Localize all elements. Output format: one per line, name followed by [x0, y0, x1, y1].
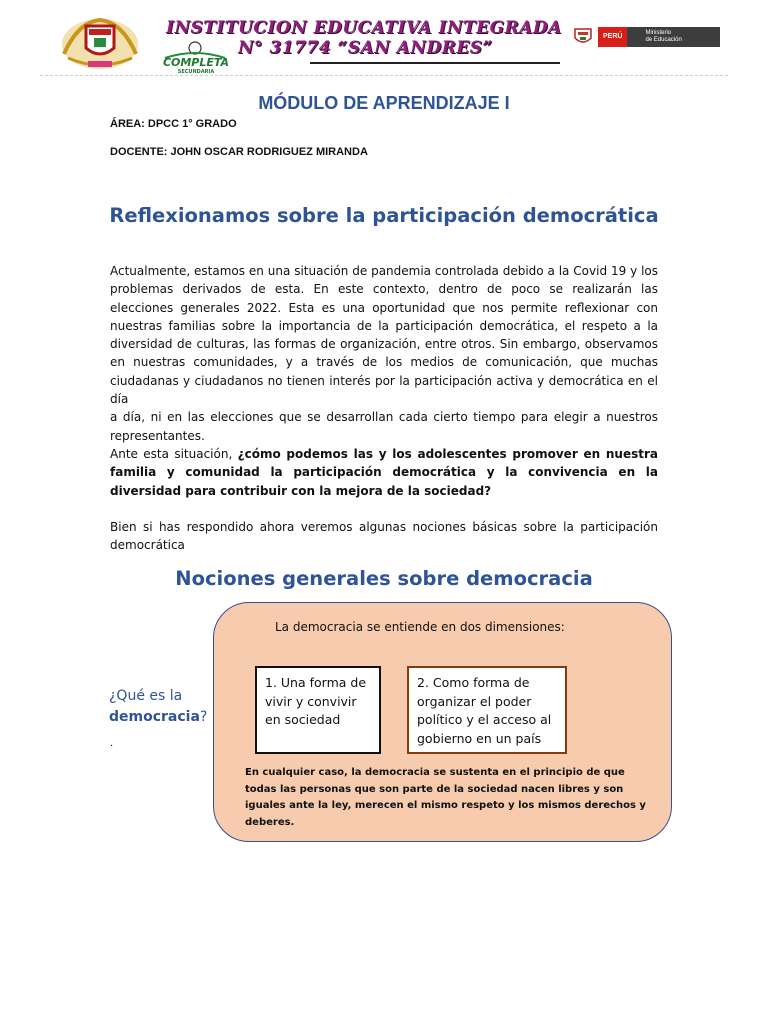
badge-subtext: SECUNDARIA [177, 69, 215, 75]
question-intro: Ante esta situación, [110, 446, 238, 461]
ministry-country-badge: PERÚ [598, 27, 627, 47]
section-heading-participation: Reflexionamos sobre la participación democrática [109, 204, 659, 227]
ministry-name-line1: Ministerio [645, 30, 672, 36]
question-line2 [109, 707, 207, 728]
question-mark: ? [199, 709, 208, 725]
header-divider [40, 75, 728, 76]
dimension-box-2: 2. Como forma de organizar el poder político y el acceso al gobierno en un país [407, 666, 567, 754]
module-area: ÁREA: DPCC 1° GRADO [110, 118, 237, 130]
module-teacher: DOCENTE: JOHN OSCAR RODRIGUEZ MIRANDA [110, 146, 368, 158]
ministry-logo [598, 27, 720, 47]
section-heading-democracy: Nociones generales sobre democracia [175, 567, 593, 590]
democracy-diagram [213, 602, 672, 842]
paragraph-representatives: a día, ni en las elecciones que se desarrollan cada cierto tiempo para elegir a nuestros representantes. [110, 410, 658, 443]
paragraph-context: Actualmente, estamos en una situación de pandemia controlada debido a la Covid 19 y los problemas derivados de esta. En este contexto, dentro de poco se realizarán las elecciones generales 2022. Esta es una oportunidad que nos permite reflexionar con nuestras familias sobre la importancia de la participación democrática, el respeto a la diversidad de culturas, las formas de organización, entre otros. Sin embargo, observamos en nuestras comunidades, y a través de los medios de comunicación, que muchas ciudadanas y ciudadanos no tienen interés por la participación activa y democrática en el día [110, 264, 658, 407]
question-line1: ¿Qué es la [109, 688, 183, 704]
dimension-box-1: 1. Una forma de vivir y convivir en sociedad [255, 666, 381, 754]
institution-name: INSTITUCION EDUCATIVA INTEGRADA [166, 18, 562, 38]
header [0, 0, 768, 80]
banner-underline [310, 62, 560, 64]
paragraph-transition: Bien si has respondido ahora veremos algunas nociones básicas sobre la participación democrática [110, 519, 658, 553]
question-keyword: democracia [109, 709, 200, 725]
section-body [110, 262, 658, 554]
stray-dot: . [110, 738, 114, 749]
school-crest-logo [58, 14, 142, 72]
diagram-intro: La democracia se entiende en dos dimensiones: [275, 620, 565, 634]
paragraph-question [110, 445, 658, 500]
diagram-conclusion: En cualquier caso, la democracia se sustenta en el principio de que todas las personas que son parte de la sociedad nacen libres y son iguales ante la ley, merecen el mismo respeto y los mismos derechos y deberes. [245, 767, 646, 828]
module-title: MÓDULO DE APRENDIZAJE I [258, 93, 510, 113]
paragraph-spacer [110, 500, 658, 518]
guiding-question: ¿cómo podemos las y los adolescentes promover en nuestra familia y comunidad la participación democrática y la convivencia en la diversidad para contribuir con la mejora de la sociedad? [110, 446, 658, 498]
badge-text: COMPLETA [162, 56, 230, 69]
democracy-question [109, 686, 207, 728]
peru-shield-icon [572, 26, 594, 48]
institution-number: N° 31774 “SAN ANDRES” [238, 38, 493, 58]
ministry-name-line2: de Educación [645, 37, 682, 43]
